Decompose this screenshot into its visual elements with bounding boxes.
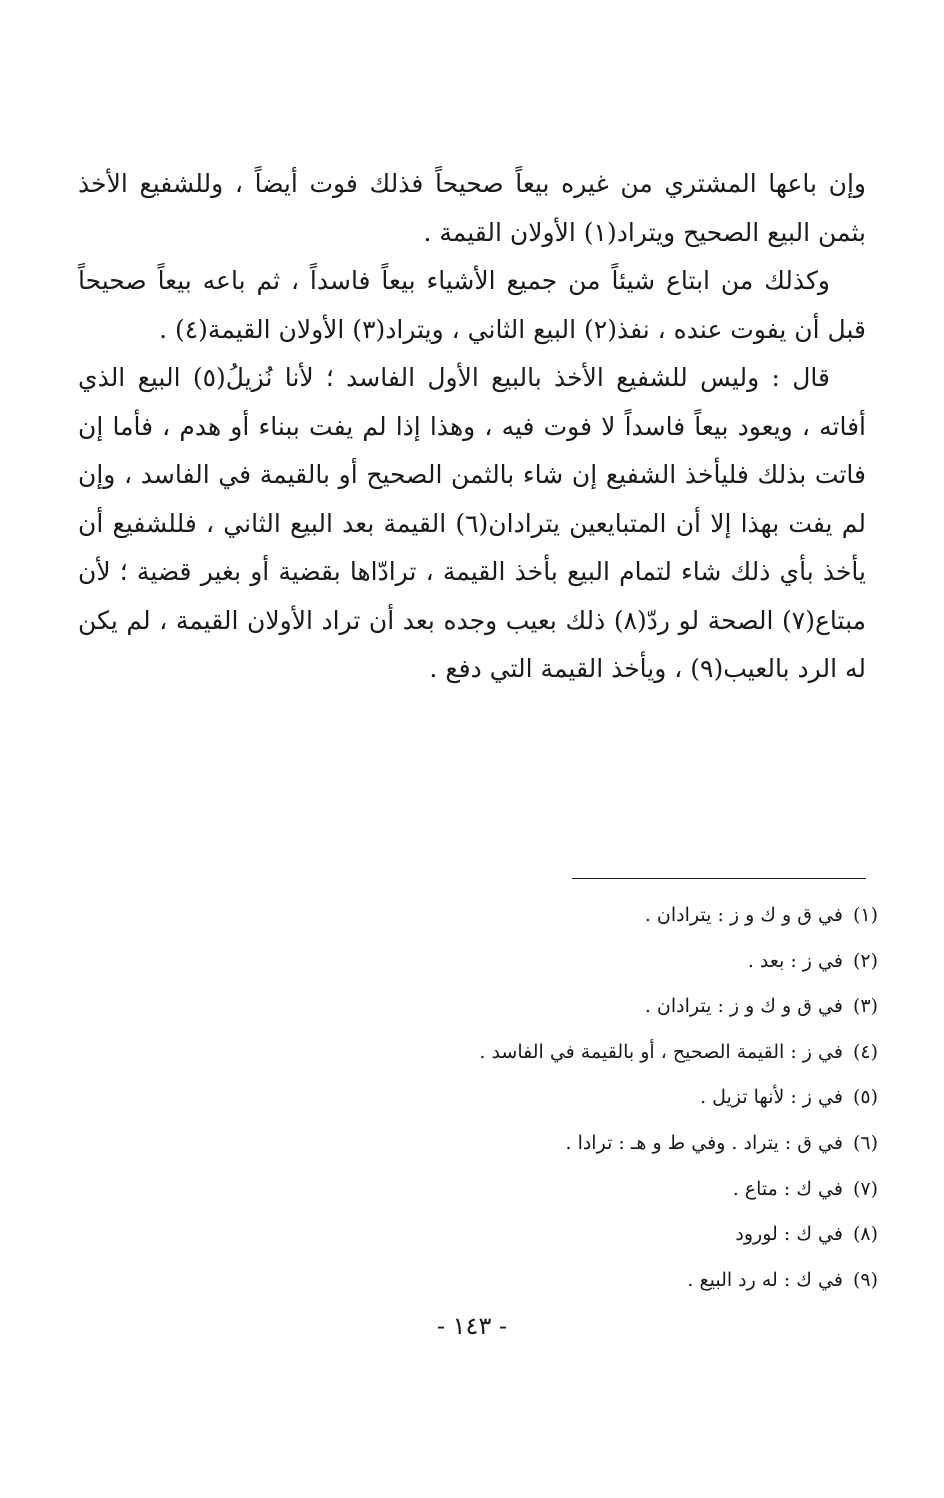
footnote-6: [178, 1121, 878, 1167]
footnote-number: (٤): [852, 1040, 878, 1063]
paragraph-3: قال : وليس للشفيع الأخذ بالبيع الأول الفاسد ؛ لأنا نُزيلُ(٥) البيع الذي أفاته ، ويعود بيعاً فاسداً لا فوت فيه ، وهذا إذا لم يفت ببناء أو هدم ، فأما إن فاتت بذلك فليأخذ الشفيع إن شاء بالثمن الصحيح أو بالقيمة في الفاسد ، وإن لم يفت بهذا إلا أن المتبايعين يترادان(٦) القيمة بعد البيع الثاني ، فللشفيع أن يأخذ بأي ذلك شاء لتمام البيع بأخذ القيمة ، ترادّاها بقضية أو بغير قضية ؛ لأن مبتاع(٧) الصحة لو ردّ(٨) ذلك بعيب وجده بعد أن تراد الأولان القيمة ، لم يكن له الرد بالعيب(٩) ، ويأخذ القيمة التي دفع .: [78, 363, 867, 683]
footnotes-list: [178, 893, 878, 1303]
footnote-text: في ك : له رد البيع .: [687, 1268, 843, 1291]
footnote-text: في ز : بعد .: [747, 949, 843, 972]
footnote-7: [178, 1167, 878, 1213]
footnote-text: في ك : لورود: [735, 1223, 843, 1246]
footnote-1: [178, 893, 878, 939]
footnote-number: (٩): [852, 1268, 878, 1291]
footnote-text: في ك : متاع .: [732, 1177, 843, 1200]
footnote-separator: [572, 878, 866, 879]
footnote-5: [178, 1075, 878, 1121]
main-text: [78, 160, 866, 694]
footnote-4: [178, 1030, 878, 1076]
footnote-number: (٧): [852, 1177, 878, 1200]
footnote-number: (١): [852, 904, 878, 926]
paragraph-1: وإن باعها المشتري من غيره بيعاً صحيحاً فذلك فوت أيضاً ، وللشفيع الأخذ بثمن البيع الصحيح ويتراد(١) الأولان القيمة .: [78, 169, 866, 247]
footnote-number: (٢): [852, 949, 878, 972]
footnote-text: في ق و ك و ز : يترادان .: [644, 904, 843, 926]
footnote-9: [178, 1258, 878, 1304]
footnote-number: (٦): [852, 1131, 878, 1154]
footnote-text: في ق : يتراد . وفي ط و هـ : ترادا .: [565, 1131, 843, 1154]
footnote-3: [178, 984, 878, 1030]
paragraph-2: وكذلك من ابتاع شيئاً من جميع الأشياء بيعاً فاسداً ، ثم باعه بيعاً صحيحاً قبل أن يفوت عنده ، نفذ(٢) البيع الثاني ، ويتراد(٣) الأولان القيمة(٤) .: [78, 266, 866, 344]
page-number: - ١٤٣ -: [436, 1312, 508, 1340]
footnote-8: [178, 1212, 878, 1258]
footnote-2: [178, 939, 878, 985]
footnote-number: (٣): [852, 995, 878, 1018]
footnote-number: (٥): [852, 1086, 878, 1109]
footnote-text: في ق و ك و ز : يترادان .: [644, 995, 843, 1018]
footnote-number: (٨): [852, 1223, 878, 1246]
footnote-text: في ز : لأنها تزيل .: [700, 1086, 843, 1109]
footnote-text: في ز : القيمة الصحيح ، أو بالقيمة في الفاسد .: [479, 1040, 843, 1063]
